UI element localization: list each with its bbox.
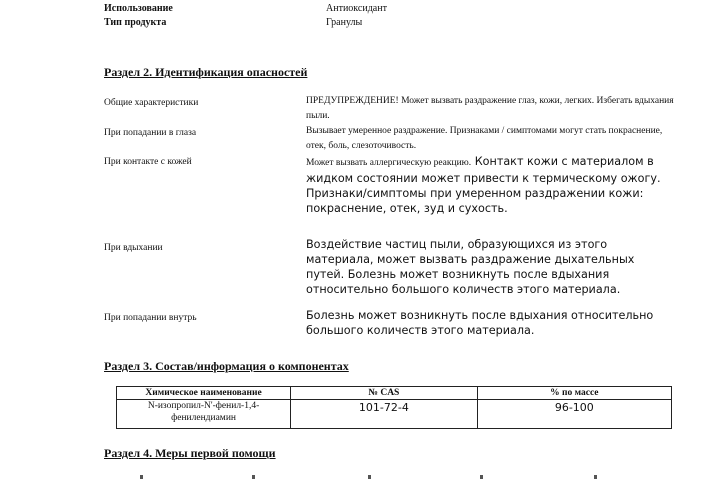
cut-off-text-fragments <box>110 472 670 480</box>
cell-cas-number: 101-72-4 <box>291 400 478 429</box>
hazard-text-ingestion: Болезнь может возникнуть после вдыхания относительно большого количеств этого материала. <box>306 309 654 337</box>
hazard-text-skin-sans: Контакт кожи с материалом в жидком состоянии может привести к термическому ожогу. Признаки/симптомы при умеренном раздражении кожи: покраснение, отек, зуд и сухость. <box>306 155 661 215</box>
cell-chemical-name: N-изопропил-N'-фенил-1,4-фенилендиамин <box>117 400 291 429</box>
hazard-text-inhalation: Воздействие частиц пыли, образующихся из этого материала, может вызвать раздражение дыхательных путей. Болезнь может возникнуть после вдыхания относительно большого количеств этого материала. <box>306 238 635 296</box>
col-header-cas: № CAS <box>291 387 478 400</box>
section-3-heading: Раздел 3. Состав/информация о компонентах <box>104 359 349 373</box>
hazard-text-skin <box>306 154 676 216</box>
hazard-label-inhalation: При вдыхании <box>104 243 163 253</box>
product-type-value: Гранулы <box>326 17 363 28</box>
product-type-label: Тип продукта <box>104 17 167 28</box>
col-header-chemical-name: Химическое наименование <box>117 387 291 400</box>
section-2-heading: Раздел 2. Идентификация опасностей <box>104 65 308 79</box>
hazard-text-eyes <box>306 124 676 154</box>
col-header-mass-percent: % по массе <box>477 387 671 400</box>
usage-value: Антиоксидант <box>326 3 387 14</box>
composition-table-header-row <box>117 387 672 400</box>
section-4-heading: Раздел 4. Меры первой помощи <box>104 446 276 460</box>
cell-mass-percent: 96-100 <box>477 400 671 429</box>
hazard-label-ingestion: При попадании внутрь <box>104 313 197 323</box>
hazard-label-eyes: При попадании в глаза <box>104 128 197 138</box>
hazard-text-general <box>306 94 676 124</box>
hazard-text-general-serif: ПРЕДУПРЕЖДЕНИЕ! Может вызвать раздражение глаз, кожи, легких. Избегать вдыхания пыли. <box>306 96 674 121</box>
hazard-label-skin: При контакте с кожей <box>104 157 192 167</box>
hazard-label-general: Общие характеристики <box>104 98 199 108</box>
hazard-text-eyes-serif: Вызывает умеренное раздражение. Признаками / симптомами могут стать покраснение, отек, боль, слезоточивость. <box>306 126 663 151</box>
composition-table <box>116 386 672 429</box>
usage-label: Использование <box>104 3 173 14</box>
hazard-text-skin-serif: Может вызвать аллергическую реакцию. <box>306 158 472 168</box>
table-row <box>117 400 672 429</box>
